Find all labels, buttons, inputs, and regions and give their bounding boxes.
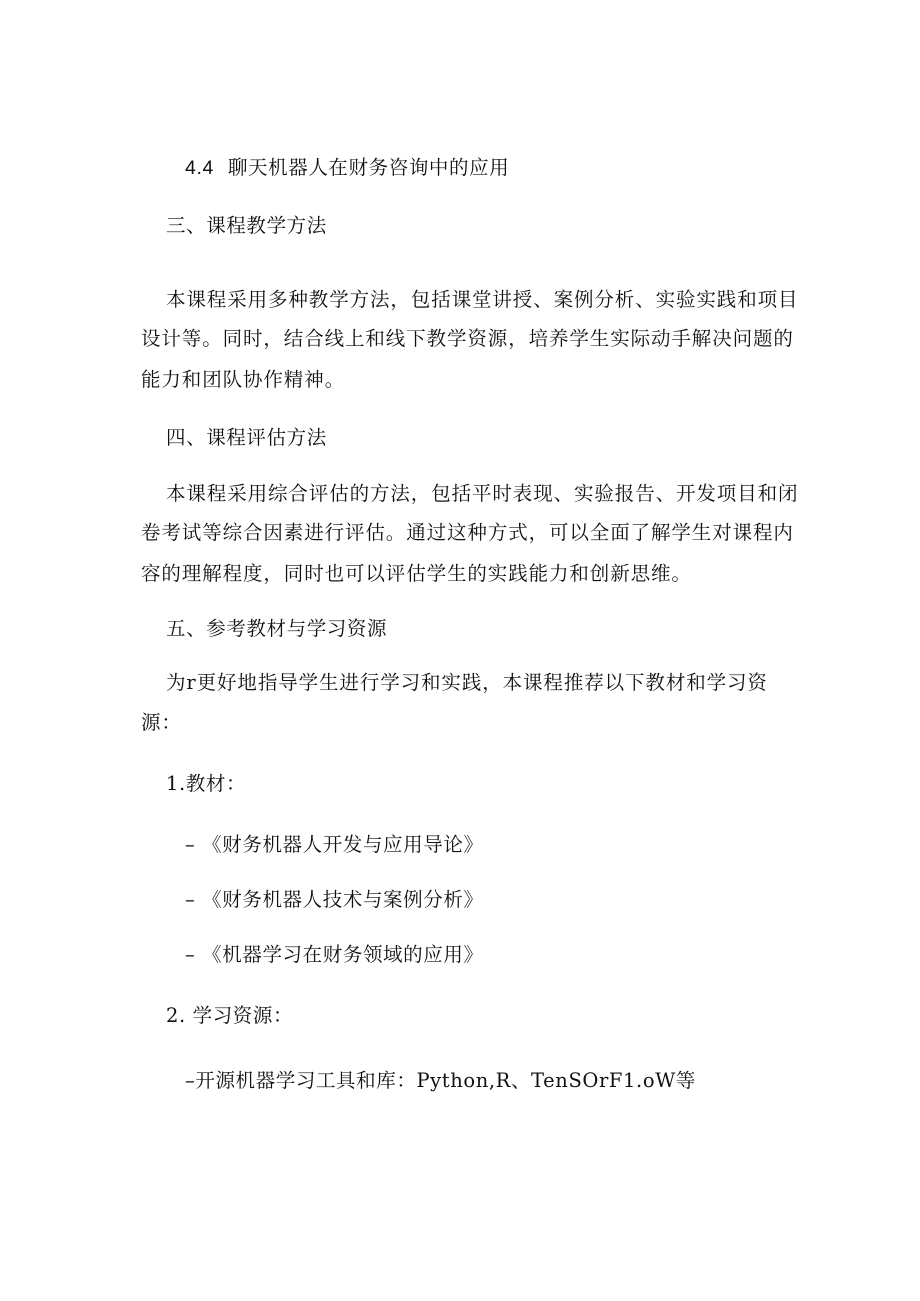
paragraph-3-line-1: 本课程采用多种教学方法，包括课堂讲授、案例分析、实验实践和项目 [166,288,799,311]
paragraph-5-line-1: 为r更好地指导学生进行学习和实践，本课程推荐以下教材和学习资 [166,671,768,694]
section-3-heading: 三、课程教学方法 [166,214,327,237]
list-2-heading: 2. 学习资源： [166,1004,294,1027]
paragraph-3-line-2: 设计等。同时，结合线上和线下教学资源，培养学生实际动手解决问题的 [141,327,794,350]
section-title: 聊天机器人在财务咨询中的应用 [227,156,510,179]
section-number: 4.4 [185,157,214,179]
list-item: – 《财务机器人开发与应用导论》 [185,833,484,856]
paragraph-4-line-3: 容的理解程度，同时也可以评估学生的实践能力和创新思维。 [141,562,692,585]
list-1-heading: 1.教材： [166,772,247,795]
paragraph-5-line-2: 源： [141,711,182,734]
section-5-heading: 五、参考教材与学习资源 [166,617,388,640]
paragraph-3-line-3: 能力和团队协作精神。 [141,368,346,391]
paragraph-4-line-2: 卷考试等综合因素进行评估。通过这种方式，可以全面了解学生对课程内 [141,521,794,544]
list-item: –开源机器学习工具和库：Python,R、TenSOrF1.oW等 [185,1069,696,1092]
section-4-heading: 四、课程评估方法 [166,426,327,449]
section-4-4-heading [185,155,509,181]
paragraph-4-line-1: 本课程采用综合评估的方法，包括平时表现、实验报告、开发项目和闭 [166,482,799,505]
list-item: – 《财务机器人技术与案例分析》 [185,888,484,911]
list-item: – 《机器学习在财务领域的应用》 [185,943,484,966]
